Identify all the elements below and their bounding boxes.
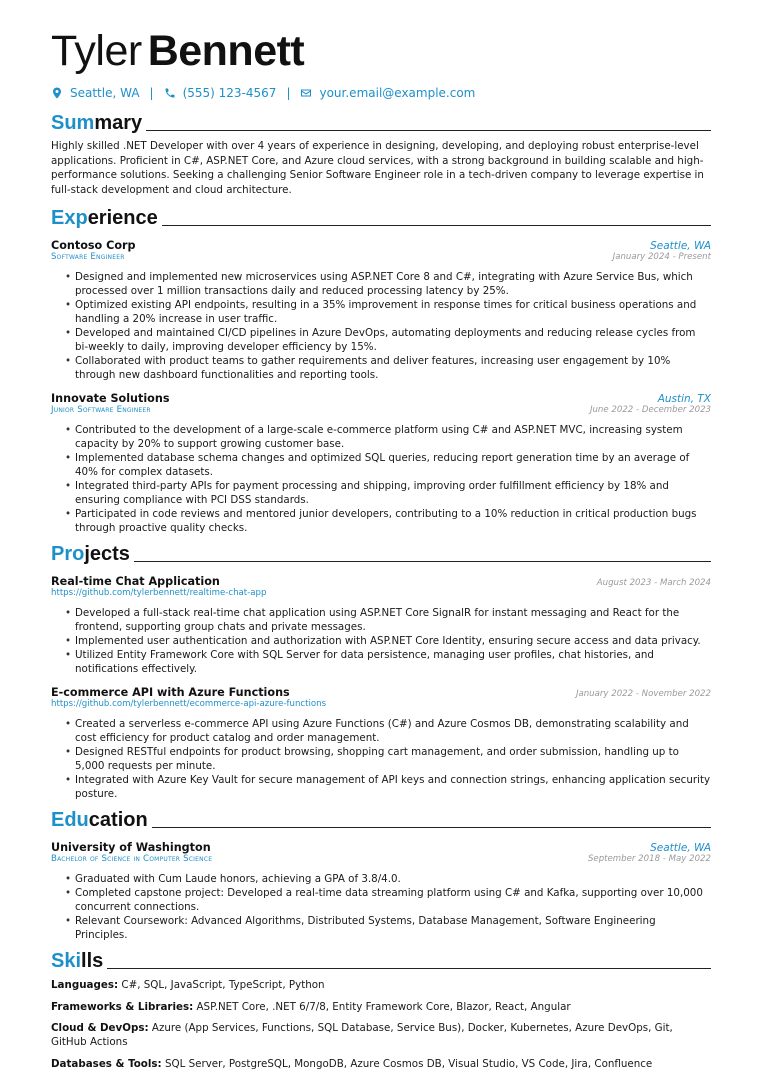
skill-label: Languages: xyxy=(51,979,119,991)
project-entry xyxy=(51,575,711,676)
section-rule xyxy=(107,968,711,969)
section-title: Projects xyxy=(51,543,130,565)
first-name: Tyler xyxy=(51,27,142,75)
skill-row xyxy=(51,978,711,992)
job-dates: January 2024 - Present xyxy=(612,252,711,262)
contact-separator: | xyxy=(149,86,154,100)
job-location: Austin, TX xyxy=(657,393,711,405)
job-location: Seattle, WA xyxy=(650,240,711,252)
email-link[interactable]: your.email@example.com xyxy=(319,86,476,100)
project-dates: January 2022 - November 2022 xyxy=(575,689,711,699)
envelope-icon xyxy=(300,87,312,99)
degree-name: Bachelor of Science in Computer Science xyxy=(51,854,213,864)
education-entry xyxy=(51,841,711,942)
bullet-item: • Developed a full-stack real-time chat application using ASP.NET Core SignalR for instant messaging and React for the frontend, supporting group chats and private messages. xyxy=(65,606,711,634)
bullet-item: • Integrated third-party APIs for payment processing and shipping, improving order fulfillment efficiency by 18% and ensuring compliance with PCI DSS standards. xyxy=(65,479,711,507)
experience-entry xyxy=(51,239,711,382)
company-name: Innovate Solutions xyxy=(51,392,170,405)
phone-icon xyxy=(164,87,176,99)
bullet-item: • Utilized Entity Framework Core with SQL Server for data persistence, managing user profiles, chat histories, and notifications effectively. xyxy=(65,648,711,676)
project-dates: August 2023 - March 2024 xyxy=(596,578,711,588)
section-rule xyxy=(134,561,711,562)
resume-page xyxy=(51,26,711,1075)
projects-heading xyxy=(51,541,711,565)
skill-value: C#, SQL, JavaScript, TypeScript, Python xyxy=(121,979,325,991)
section-rule xyxy=(146,130,711,131)
contact-separator: | xyxy=(286,86,291,100)
skills-heading xyxy=(51,948,711,972)
education-dates: September 2018 - May 2022 xyxy=(587,854,711,864)
skill-row xyxy=(51,1057,711,1071)
section-title: Experience xyxy=(51,207,158,229)
school-name: University of Washington xyxy=(51,841,211,854)
bullet-item: • Participated in code reviews and mentored junior developers, contributing to a 10% reduction in critical production bugs through proactive quality checks. xyxy=(65,507,711,535)
section-title: Skills xyxy=(51,950,104,972)
bullet-item: • Integrated with Azure Key Vault for secure management of API keys and connection strings, enhancing application security posture. xyxy=(65,773,711,801)
map-pin-icon xyxy=(51,87,63,99)
project-name: E-commerce API with Azure Functions xyxy=(51,686,290,699)
bullet-item: • Optimized existing API endpoints, resulting in a 35% improvement in response times for critical business operations and handling a 20% increase in user traffic. xyxy=(65,298,711,326)
experience-entry xyxy=(51,392,711,535)
skill-label: Frameworks & Libraries: xyxy=(51,1000,194,1013)
bullet-item: • Completed capstone project: Developed a real-time data streaming platform using C# and Kafka, supporting over 10,000 concurrent connections. xyxy=(65,886,711,914)
education-heading xyxy=(51,807,711,831)
contact-email[interactable] xyxy=(300,86,475,100)
project-link[interactable]: https://github.com/tylerbennett/realtime-chat-app xyxy=(51,588,267,598)
job-role: Junior Software Engineer xyxy=(51,405,151,415)
skill-value: SQL Server, PostgreSQL, MongoDB, Azure Cosmos DB, Visual Studio, VS Code, Jira, Confluence xyxy=(164,1057,653,1070)
bullet-list xyxy=(51,270,711,382)
bullet-item: • Implemented database schema changes and optimized SQL queries, reducing report generation time by an average of 40% for complex datasets. xyxy=(65,451,711,479)
location-text: Seattle, WA xyxy=(70,86,140,100)
skill-row xyxy=(51,1000,711,1014)
school-location: Seattle, WA xyxy=(650,842,711,854)
bullet-item: • Designed and implemented new microservices using ASP.NET Core 8 and C#, integrating with Azure Service Bus, which processed over 1 million transactions daily and reduced processing latency by 25%. xyxy=(65,270,711,298)
skill-label: Cloud & DevOps: xyxy=(51,1022,149,1034)
job-dates: June 2022 - December 2023 xyxy=(589,405,711,415)
summary-heading xyxy=(51,110,711,134)
section-title: Education xyxy=(51,809,148,831)
last-name: Bennett xyxy=(147,27,305,75)
section-title: Summary xyxy=(51,112,143,134)
experience-heading xyxy=(51,205,711,229)
bullet-list xyxy=(51,423,711,535)
skills-list xyxy=(51,978,711,1071)
project-link[interactable]: https://github.com/tylerbennett/ecommerce-api-azure-functions xyxy=(51,699,327,709)
bullet-item: • Relevant Coursework: Advanced Algorithms, Distributed Systems, Database Management, Software Engineering Principles. xyxy=(65,914,711,942)
bullet-item: • Developed and maintained CI/CD pipelines in Azure DevOps, automating deployments and reducing release cycles from bi-weekly to daily, improving developer efficiency by 15%. xyxy=(65,326,711,354)
bullet-item: • Graduated with Cum Laude honors, achieving a GPA of 3.8/4.0. xyxy=(65,872,711,886)
section-rule xyxy=(152,827,711,828)
job-role: Software Engineer xyxy=(51,252,125,262)
summary-text: Highly skilled .NET Developer with over 4 years of experience in designing, developing, and deploying robust enterprise-level applications. Proficient in C#, ASP.NET Core, and Azure cloud services, with a strong background in building scalable and high-performance solutions. Seeking a challenging Senior Software Engineer role in a tech-driven company to leverage expertise in full-stack development and cloud architecture. xyxy=(51,140,704,196)
bullet-item: • Implemented user authentication and authorization with ASP.NET Core Identity, ensuring secure access and data privacy. xyxy=(65,634,711,648)
skill-label: Databases & Tools: xyxy=(51,1057,162,1070)
section-rule xyxy=(162,225,711,226)
project-entry xyxy=(51,686,711,801)
bullet-item: • Collaborated with product teams to gather requirements and deliver features, increasing user engagement by 10% through new dashboard functionalities and reporting tools. xyxy=(65,354,711,382)
skill-value: ASP.NET Core, .NET 6/7/8, Entity Framework Core, Blazor, React, Angular xyxy=(196,1000,571,1013)
phone-text[interactable]: (555) 123-4567 xyxy=(182,86,277,100)
contact-location xyxy=(51,86,140,100)
bullet-item: • Created a serverless e-commerce API using Azure Functions (C#) and Azure Cosmos DB, demonstrating scalability and cost efficiency for product catalog and order management. xyxy=(65,717,711,745)
bullet-item: • Contributed to the development of a large-scale e-commerce platform using C# and ASP.NET MVC, increasing system capacity by 20% to support growing customer base. xyxy=(65,423,711,451)
project-name: Real-time Chat Application xyxy=(51,575,220,588)
contact-line xyxy=(51,84,711,102)
company-name: Contoso Corp xyxy=(51,239,136,252)
bullet-item: • Designed RESTful endpoints for product browsing, shopping cart management, and order submission, handling up to 5,000 requests per minute. xyxy=(65,745,711,773)
bullet-list xyxy=(51,606,711,676)
skill-value: Azure (App Services, Functions, SQL Database, Service Bus), Docker, Kubernetes, Azure DevOps, Git, GitHub Actions xyxy=(51,1022,673,1048)
candidate-name xyxy=(51,26,711,76)
bullet-list xyxy=(51,872,711,942)
skill-row xyxy=(51,1021,711,1049)
contact-phone[interactable] xyxy=(164,86,277,100)
bullet-list xyxy=(51,717,711,801)
